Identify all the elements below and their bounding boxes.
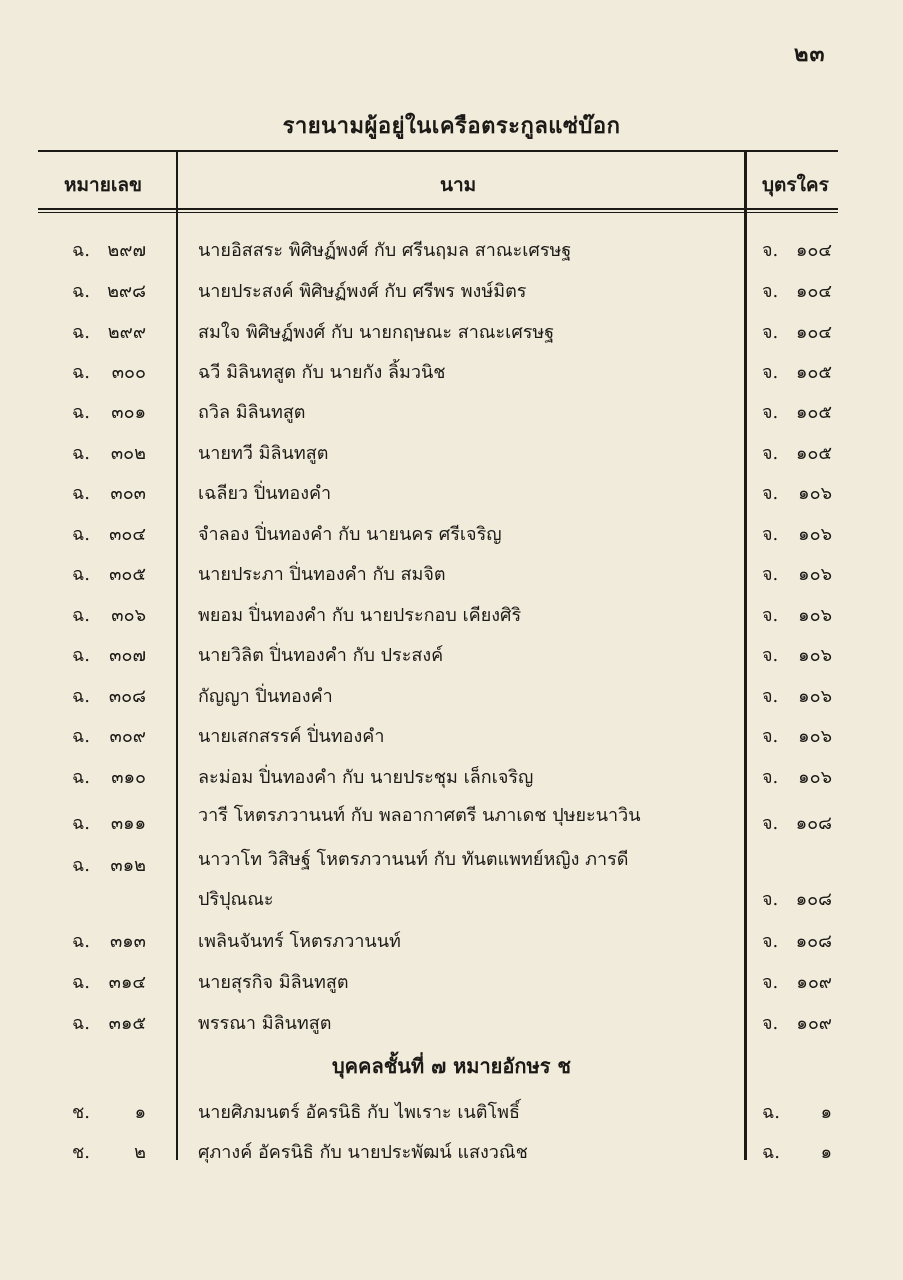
row-code-number: ๓๑๒ bbox=[110, 855, 146, 876]
row-parent-number: ๑ bbox=[820, 1102, 832, 1123]
row-code-number: ๓๐๙ bbox=[109, 726, 146, 747]
row-parent-prefix: จ. bbox=[762, 813, 779, 834]
row-parent-number: ๑๐๔ bbox=[795, 281, 832, 302]
row-parent-number: ๑๐๙ bbox=[796, 1013, 832, 1034]
row-parent-number: ๑๐๙ bbox=[796, 972, 832, 993]
table-row bbox=[0, 276, 903, 316]
table-row bbox=[0, 1097, 903, 1137]
row-parent-number: ๑๐๖ bbox=[798, 564, 832, 585]
row-parent-prefix: จ. bbox=[762, 281, 779, 302]
row-name: ศุภางค์ อัครนิธิ กับ นายประพัฒน์ แสงวณิช bbox=[198, 1142, 528, 1163]
row-parent-number: ๑๐๕ bbox=[795, 362, 832, 383]
row-name: นายอิสสระ พิศิษฏ์พงศ์ กับ ศรีนฤมล สาณะเศรษฐ bbox=[198, 240, 572, 261]
row-parent-number: ๑๐๘ bbox=[795, 889, 832, 910]
row-code-number: ๓๑๑ bbox=[110, 813, 146, 834]
row-code-number: ๓๐๖ bbox=[111, 605, 146, 626]
table-row bbox=[0, 357, 903, 397]
row-parent-number: ๑๐๖ bbox=[798, 645, 832, 666]
table-row bbox=[0, 235, 903, 275]
row-parent-prefix: จ. bbox=[762, 240, 779, 261]
row-parent-prefix: จ. bbox=[762, 605, 779, 626]
row-name: ฉวี มิลินทสูต กับ นายกัง ลิ้มวนิช bbox=[198, 362, 446, 383]
row-code-prefix: ช. bbox=[72, 1142, 90, 1163]
row-parent-prefix: ฉ. bbox=[762, 1142, 780, 1163]
row-parent-prefix: จ. bbox=[762, 726, 779, 747]
row-name: เฉลียว ปิ่นทองคำ bbox=[198, 483, 332, 504]
row-code-number: ๓๑๓ bbox=[109, 931, 146, 952]
row-code-prefix: ฉ. bbox=[72, 645, 90, 666]
row-code-prefix: ช. bbox=[72, 1102, 90, 1123]
row-code-prefix: ฉ. bbox=[72, 767, 90, 788]
row-name: ปริปุณณะ bbox=[198, 889, 274, 910]
row-name: ละม่อม ปิ่นทองคำ กับ นายประชุม เล็กเจริญ bbox=[198, 767, 534, 788]
row-parent-prefix: จ. bbox=[762, 931, 779, 952]
page-number: ๒๓ bbox=[794, 41, 826, 67]
row-parent-number: ๑๐๖ bbox=[798, 686, 832, 707]
row-code-prefix: ฉ. bbox=[72, 443, 90, 464]
row-code-number: ๓๑๔ bbox=[108, 972, 146, 993]
row-parent-number: ๑๐๘ bbox=[795, 813, 832, 834]
row-code-number: ๓๐๐ bbox=[111, 362, 146, 383]
table-top-rule bbox=[38, 150, 838, 152]
table-row bbox=[0, 884, 903, 924]
row-code-number: ๓๐๕ bbox=[109, 564, 146, 585]
row-code-prefix: ฉ. bbox=[72, 605, 90, 626]
row-code-number: ๒ bbox=[134, 1142, 146, 1163]
row-code-number: ๓๐๘ bbox=[108, 686, 146, 707]
row-parent-number: ๑๐๕ bbox=[795, 402, 832, 423]
row-parent-number: ๑๐๕ bbox=[795, 443, 832, 464]
page-title: รายนามผู้อยู่ในเครือตระกูลแซ่บ๊อก bbox=[282, 113, 621, 139]
row-code-prefix: ฉ. bbox=[72, 322, 90, 343]
row-code-prefix: ฉ. bbox=[72, 524, 90, 545]
row-code-number: ๒๙๗ bbox=[107, 240, 146, 261]
row-parent-number: ๑๐๖ bbox=[798, 524, 832, 545]
table-row bbox=[0, 317, 903, 357]
row-code-number: ๓๐๔ bbox=[109, 524, 146, 545]
table-row bbox=[0, 1137, 903, 1177]
table-row bbox=[0, 844, 903, 884]
row-parent-prefix: จ. bbox=[762, 483, 779, 504]
section-heading: บุคคลชั้นที่ ๗ หมายอักษร ช bbox=[331, 1054, 571, 1078]
row-code-number: ๓๐๓ bbox=[110, 483, 146, 504]
table-row bbox=[0, 397, 903, 437]
table-row bbox=[0, 640, 903, 680]
row-parent-number: ๑๐๔ bbox=[795, 322, 832, 343]
row-parent-prefix: จ. bbox=[762, 402, 779, 423]
header-bottom-rule bbox=[38, 208, 838, 210]
row-parent-prefix: จ. bbox=[762, 889, 779, 910]
table-row bbox=[0, 926, 903, 966]
row-code-number: ๓๑๐ bbox=[111, 767, 146, 788]
row-name: พยอม ปิ่นทองคำ กับ นายประกอบ เคียงศิริ bbox=[198, 605, 522, 626]
row-parent-prefix: จ. bbox=[762, 767, 779, 788]
table-row bbox=[0, 762, 903, 802]
row-name: พรรณา มิลินทสูต bbox=[198, 1013, 332, 1034]
row-name: นายประสงค์ พิศิษฏ์พงศ์ กับ ศรีพร พงษ์มิตร bbox=[198, 281, 527, 302]
row-code-prefix: ฉ. bbox=[72, 362, 90, 383]
table-row bbox=[0, 681, 903, 721]
row-code-prefix: ฉ. bbox=[72, 686, 90, 707]
row-name: เพลินจันทร์ โหตรภวานนท์ bbox=[198, 931, 401, 952]
row-parent-prefix: จ. bbox=[762, 443, 779, 464]
row-code-number: ๒๙๘ bbox=[107, 281, 146, 302]
row-name: นายทวี มิลินทสูต bbox=[198, 443, 329, 464]
table-row bbox=[0, 438, 903, 478]
row-name: จำลอง ปิ่นทองคำ กับ นายนคร ศรีเจริญ bbox=[198, 524, 502, 545]
row-name: นายสุรกิจ มิลินทสูต bbox=[198, 972, 349, 993]
row-parent-number: ๑๐๖ bbox=[798, 605, 832, 626]
row-name: ถวิล มิลินทสูต bbox=[198, 402, 306, 423]
table-row bbox=[0, 519, 903, 559]
row-code-number: ๓๑๕ bbox=[108, 1013, 146, 1034]
row-parent-prefix: จ. bbox=[762, 322, 779, 343]
row-name: นายวิลิต ปิ่นทองคำ กับ ประสงค์ bbox=[198, 645, 444, 666]
row-code-prefix: ฉ. bbox=[72, 972, 90, 993]
row-name: นาวาโท วิสิษฐ์ โหตรภวานนท์ กับ ทันตแพทย์หญิง ภารดี bbox=[198, 849, 629, 870]
row-code-prefix: ฉ. bbox=[72, 726, 90, 747]
row-code-prefix: ฉ. bbox=[72, 240, 90, 261]
row-parent-number: ๑๐๖ bbox=[798, 767, 832, 788]
table-row bbox=[0, 478, 903, 518]
row-name: กัญญา ปิ่นทองคำ bbox=[198, 686, 333, 707]
row-name: นายประภา ปิ่นทองคำ กับ สมจิต bbox=[198, 564, 446, 585]
row-code-prefix: ฉ. bbox=[72, 931, 90, 952]
table-row bbox=[0, 559, 903, 599]
row-code-number: ๑ bbox=[134, 1102, 146, 1123]
row-parent-number: ๑๐๔ bbox=[795, 240, 832, 261]
row-parent-number: ๑๐๘ bbox=[795, 931, 832, 952]
row-code-prefix: ฉ. bbox=[72, 281, 90, 302]
row-parent-number: ๑ bbox=[820, 1142, 832, 1163]
row-parent-number: ๑๐๖ bbox=[798, 483, 832, 504]
header-code: หมายเลข bbox=[64, 174, 142, 196]
row-name: นายศิภมนตร์ อัครนิธิ กับ ไพเราะ เนติโพธิ์ bbox=[198, 1102, 520, 1123]
row-parent-prefix: จ. bbox=[762, 645, 779, 666]
row-parent-prefix: จ. bbox=[762, 564, 779, 585]
row-parent-number: ๑๐๖ bbox=[798, 726, 832, 747]
row-code-number: ๓๐๗ bbox=[109, 645, 146, 666]
row-code-prefix: ฉ. bbox=[72, 483, 90, 504]
row-name: สมใจ พิศิษฏ์พงศ์ กับ นายกฤษณะ สาณะเศรษฐ bbox=[198, 322, 555, 343]
row-code-prefix: ฉ. bbox=[72, 1013, 90, 1034]
header-name: นาม bbox=[440, 174, 477, 196]
row-parent-prefix: จ. bbox=[762, 972, 779, 993]
row-code-prefix: ฉ. bbox=[72, 402, 90, 423]
table-row bbox=[0, 721, 903, 761]
row-code-prefix: ฉ. bbox=[72, 855, 90, 876]
header-bottom-rule-inner bbox=[38, 212, 838, 213]
row-parent-prefix: จ. bbox=[762, 524, 779, 545]
row-code-prefix: ฉ. bbox=[72, 813, 90, 834]
table-row bbox=[0, 1008, 903, 1048]
row-parent-prefix: จ. bbox=[762, 362, 779, 383]
table-row bbox=[0, 600, 903, 640]
table-row bbox=[0, 800, 903, 840]
row-code-number: ๒๙๙ bbox=[107, 322, 146, 343]
row-name: นายเสกสรรค์ ปิ่นทองคำ bbox=[198, 726, 385, 747]
table-row bbox=[0, 967, 903, 1007]
row-code-number: ๓๐๑ bbox=[111, 402, 146, 423]
row-code-number: ๓๐๒ bbox=[110, 443, 146, 464]
row-parent-prefix: ฉ. bbox=[762, 1102, 780, 1123]
row-parent-prefix: จ. bbox=[762, 1013, 779, 1034]
header-parent: บุตรใคร bbox=[762, 174, 829, 196]
row-code-prefix: ฉ. bbox=[72, 564, 90, 585]
row-parent-prefix: จ. bbox=[762, 686, 779, 707]
row-name: วารี โหตรภวานนท์ กับ พลอากาศตรี นภาเดช ปุษยะนาวิน bbox=[198, 805, 641, 826]
